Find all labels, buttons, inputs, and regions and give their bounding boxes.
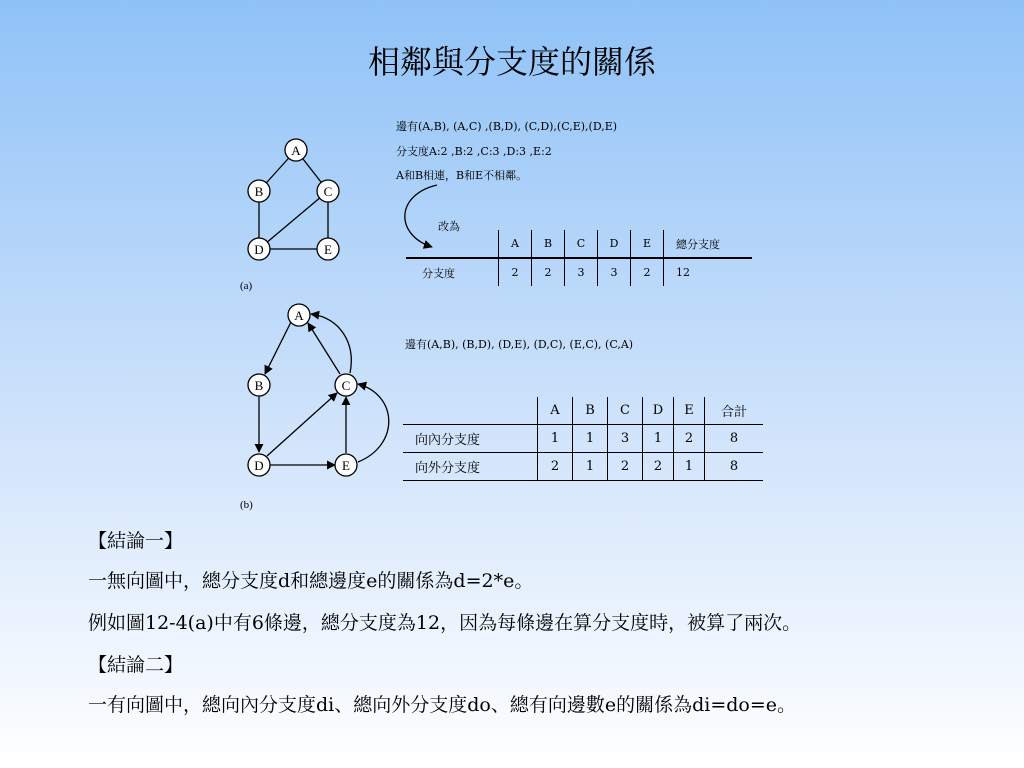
node-e xyxy=(317,238,339,260)
edge-c-d xyxy=(259,191,328,249)
table-row xyxy=(403,425,763,453)
arc-c-a-curve xyxy=(311,314,351,373)
table-cell: C xyxy=(565,230,598,258)
node-b-e xyxy=(335,454,357,476)
table-cell: 1 xyxy=(538,425,573,453)
node-b-c xyxy=(335,374,357,396)
table-cell: B xyxy=(532,230,565,258)
graph-b-label: (b) xyxy=(240,499,253,511)
adjacency-note: A和B相連，B和E不相鄰。 xyxy=(396,169,528,182)
table-cell: 總分支度 xyxy=(664,230,753,258)
arc-a-b xyxy=(265,322,291,374)
table-cell: 3 xyxy=(565,258,598,286)
table-cell: A xyxy=(538,397,573,425)
svg-text:D: D xyxy=(254,458,264,473)
svg-text:C: C xyxy=(323,184,333,199)
conclusion-2-heading: 【結論二】 xyxy=(88,654,184,676)
table-cell: D xyxy=(643,397,674,425)
table-cell: 8 xyxy=(705,453,764,481)
table-cell: 分支度 xyxy=(422,266,455,280)
svg-text:B: B xyxy=(254,378,264,393)
node-b xyxy=(248,180,270,202)
page-title: 相鄰與分支度的關係 xyxy=(367,43,656,81)
table-cell: 2 xyxy=(631,258,664,286)
table-cell: 1 xyxy=(643,425,674,453)
table-cell: 1 xyxy=(573,453,608,481)
svg-text:D: D xyxy=(254,242,264,257)
table-cell: 2 xyxy=(674,425,705,453)
node-b-d xyxy=(248,454,270,476)
table-cell: 1 xyxy=(674,453,705,481)
node-b-b xyxy=(248,374,270,396)
edges-list-a: 邊有(A,B), (A,C) ,(B,D), (C,D),(C,E),(D,E) xyxy=(396,120,618,133)
svg-text:C: C xyxy=(341,378,351,393)
table-cell: C xyxy=(608,397,643,425)
table-cell: 2 xyxy=(532,258,565,286)
conclusion-1-example: 例如圖12-4(a)中有6條邊，總分支度為12，因為每條邊在算分支度時，被算了兩次。 xyxy=(88,612,802,634)
table-row xyxy=(406,258,752,286)
table-cell: 3 xyxy=(598,258,631,286)
conclusion-2-text: 一有向圖中，總向內分支度di、總向外分支度do、總有向邊數e的關係為di=do=e。 xyxy=(88,694,797,716)
node-a xyxy=(285,139,307,161)
table-cell: 2 xyxy=(643,453,674,481)
svg-text:E: E xyxy=(324,242,332,257)
table-cell: 向內分支度 xyxy=(415,433,481,448)
table-b-header xyxy=(403,397,763,425)
node-c xyxy=(317,180,339,202)
degree-list-a: 分支度A:2 ,B:2 ,C:3 ,D:3 ,E:2 xyxy=(396,145,552,158)
table-cell: E xyxy=(674,397,705,425)
table-cell: 3 xyxy=(608,425,643,453)
table-cell: B xyxy=(573,397,608,425)
table-cell: D xyxy=(598,230,631,258)
degree-table-b xyxy=(403,397,763,481)
table-cell: 2 xyxy=(499,258,532,286)
arc-d-c xyxy=(267,393,337,456)
table-a-header xyxy=(406,230,752,258)
graph-a-label: (a) xyxy=(240,280,253,292)
degree-table-a xyxy=(406,230,752,286)
svg-text:A: A xyxy=(291,143,301,158)
table-cell: A xyxy=(499,230,532,258)
svg-text:B: B xyxy=(254,184,264,199)
graph-a xyxy=(240,139,339,292)
table-cell: 12 xyxy=(664,258,753,286)
table-cell: 2 xyxy=(608,453,643,481)
arc-e-c-curve xyxy=(358,384,389,462)
arc-c-a-straight xyxy=(308,323,340,374)
edges-list-b: 邊有(A,B), (B,D), (D,E), (D,C), (E,C), (C,A) xyxy=(405,338,634,351)
table-cell: 8 xyxy=(705,425,764,453)
change-label: 改為 xyxy=(438,220,460,233)
table-cell: 1 xyxy=(573,425,608,453)
node-d xyxy=(248,238,270,260)
graph-b xyxy=(240,304,389,511)
svg-text:E: E xyxy=(342,458,350,473)
conclusion-1-text: 一無向圖中，總分支度d和總邊度e的關係為d=2*e。 xyxy=(88,570,534,592)
table-cell: E xyxy=(631,230,664,258)
conclusion-1-heading: 【結論一】 xyxy=(88,530,184,552)
table-cell: 向外分支度 xyxy=(415,461,481,476)
node-b-a xyxy=(288,304,310,326)
table-row xyxy=(403,453,763,481)
svg-text:A: A xyxy=(294,308,304,323)
table-cell: 合計 xyxy=(705,397,764,425)
table-cell: 2 xyxy=(538,453,573,481)
